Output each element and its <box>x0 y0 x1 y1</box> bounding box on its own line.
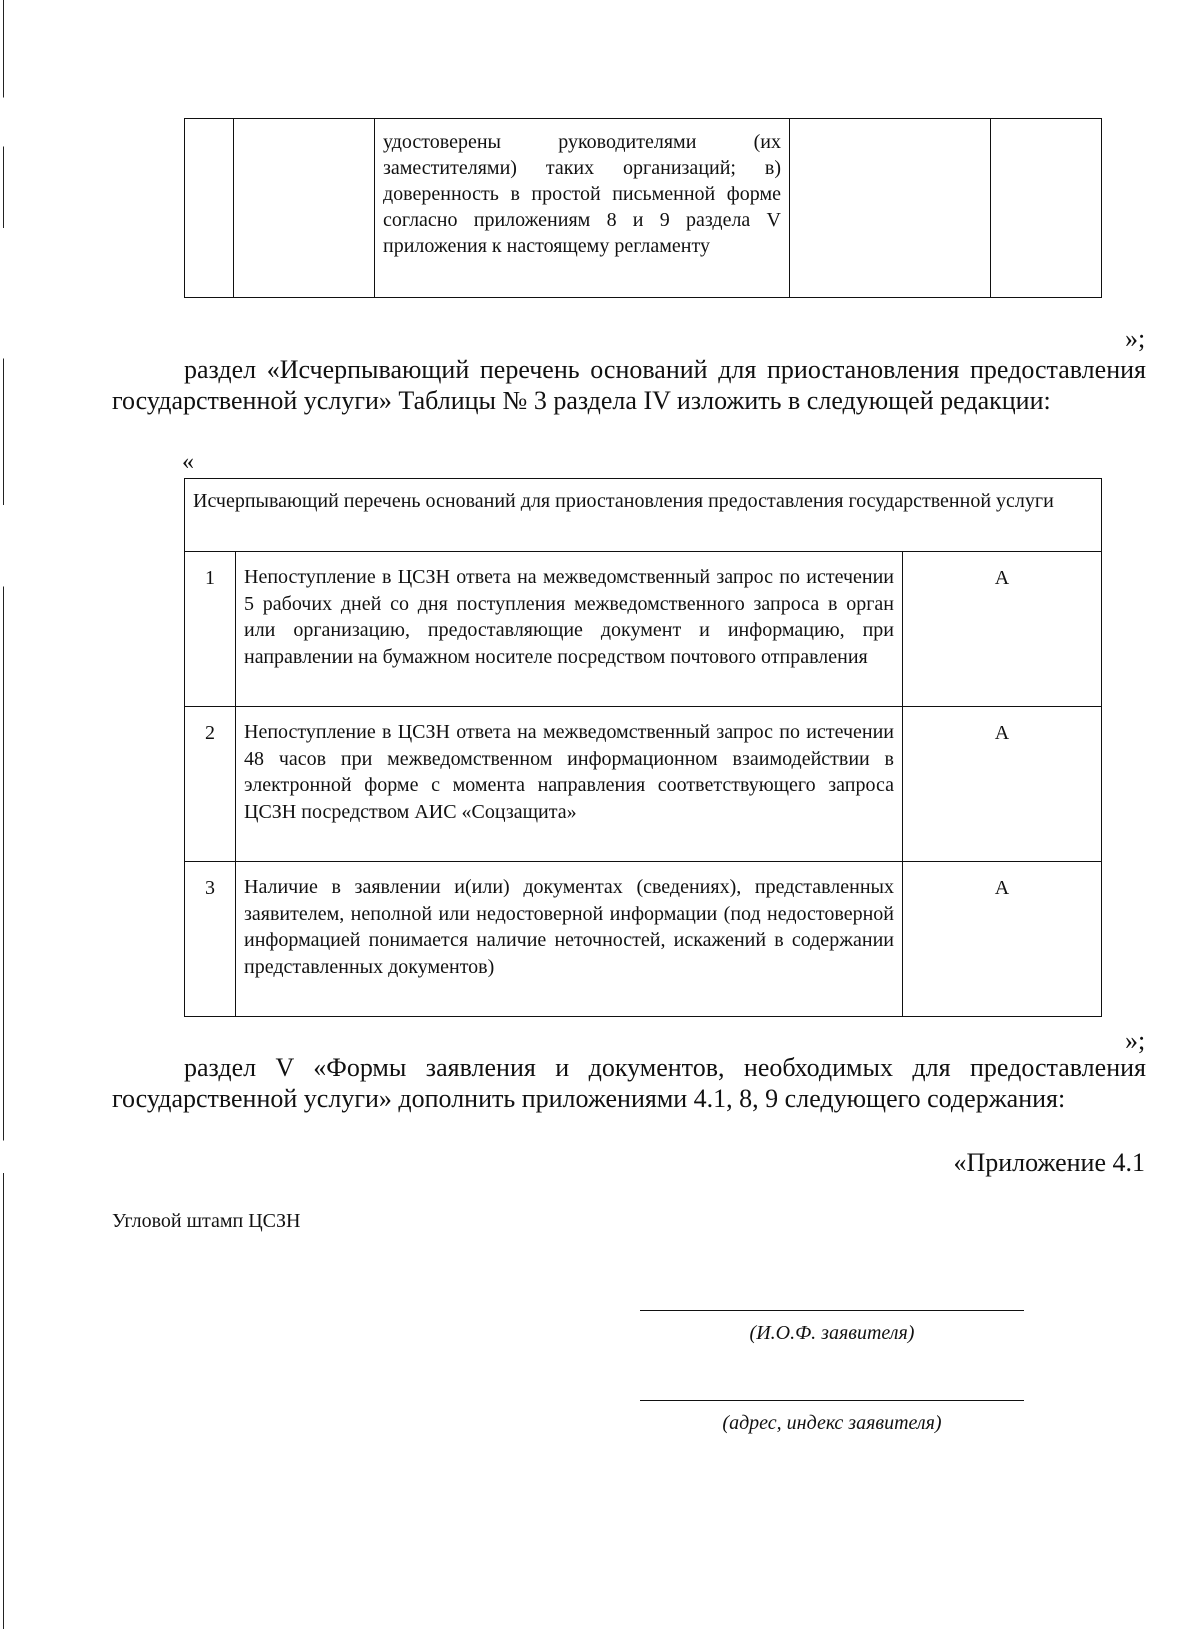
cell-text: удостоверены руководителями (их заместителями) таких организаций; в) доверенность в простой письменной форме согласно приложениям 8 и 9 раздела V приложения к настоящему регламенту <box>383 131 781 257</box>
annex-title: «Приложение 4.1 <box>953 1148 1145 1177</box>
row-text: Непоступление в ЦСЗН ответа на межведомственный запрос по истечении 48 часов при межведомственном информационном взаимодействии в электронной форме с момента направления соответствующего запроса ЦСЗН посредством АИС «Соцзащита» <box>236 707 903 862</box>
table-row <box>185 862 1102 1017</box>
address-caption: (адрес, индекс заявителя) <box>722 1412 942 1434</box>
table-cell-empty <box>790 119 991 298</box>
suspension-grounds-table <box>184 478 1102 1017</box>
address-signature-line <box>640 1400 1024 1401</box>
paragraph-amendment-2: раздел V «Формы заявления и документов, необходимых для предоставления государственной услуги» дополнить приложениями 4.1, 8, 9 следующего содержания: <box>112 1053 1146 1113</box>
table-cell-text <box>375 119 790 298</box>
name-caption: (И.О.Ф. заявителя) <box>749 1322 915 1344</box>
opening-quote: « <box>182 449 194 475</box>
row-text: Наличие в заявлении и(или) документах (сведениях), представленных заявителем, неполной или недостоверной информации (под недостоверной информацией понимается наличие неточностей, искажений в содержании представленных документов) <box>236 862 903 1017</box>
row-text: Непоступление в ЦСЗН ответа на межведомственный запрос по истечении 5 рабочих дней со дня поступления межведомственного запроса в орган или организацию, предоставляющие документ и информацию, при направлении на бумажном носителе посредством почтового отправления <box>236 552 903 707</box>
closing-quote: »; <box>1125 1026 1146 1055</box>
row-number: 1 <box>185 552 236 707</box>
table-continuation <box>184 118 1102 298</box>
row-grade: А <box>903 862 1102 1017</box>
row-number: 2 <box>185 707 236 862</box>
paragraph-amendment-1: раздел «Исчерпывающий перечень оснований для приостановления предоставления государственной услуги» Таблицы № 3 раздела IV изложить в следующей редакции: <box>112 355 1146 415</box>
table-header: Исчерпывающий перечень оснований для приостановления предоставления государственной услуги <box>185 479 1102 552</box>
table-cell-empty <box>991 119 1102 298</box>
corner-stamp-label: Угловой штамп ЦСЗН <box>112 1210 301 1232</box>
scan-edge-artifact <box>3 0 4 1629</box>
table-cell-empty <box>234 119 375 298</box>
row-grade: А <box>903 707 1102 862</box>
row-grade: А <box>903 552 1102 707</box>
table-row <box>185 552 1102 707</box>
table-row <box>185 707 1102 862</box>
name-signature-line <box>640 1310 1024 1311</box>
table-cell-empty <box>185 119 234 298</box>
row-number: 3 <box>185 862 236 1017</box>
closing-quote: »; <box>1125 324 1146 353</box>
